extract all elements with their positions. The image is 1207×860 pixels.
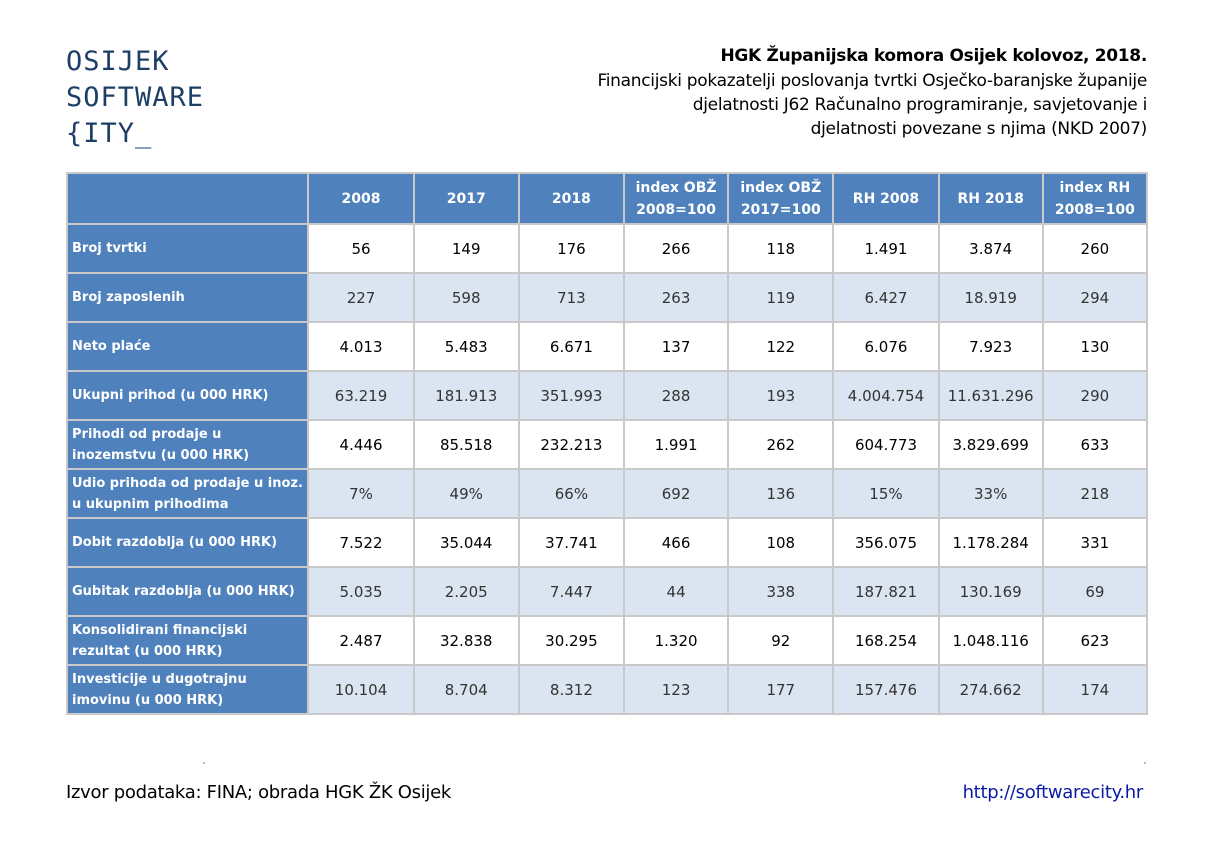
table-cell: 187.821 <box>833 567 938 616</box>
table-cell: 92 <box>728 616 833 665</box>
table-cell: 4.446 <box>308 420 413 469</box>
table-cell: 604.773 <box>833 420 938 469</box>
table-cell: 6.076 <box>833 322 938 371</box>
header-corner-cell <box>67 173 308 224</box>
table-cell: 11.631.296 <box>939 371 1043 420</box>
table-cell: 274.662 <box>939 665 1043 714</box>
table-cell: 18.919 <box>939 273 1043 322</box>
table-row <box>67 420 1147 469</box>
table-cell: 130.169 <box>939 567 1043 616</box>
table-cell: 122 <box>728 322 833 371</box>
row-label: Investicije u dugotrajnu imovinu (u 000 HRK) <box>67 665 308 714</box>
row-label: Broj zaposlenih <box>67 273 308 322</box>
table-cell: 119 <box>728 273 833 322</box>
row-label: Broj tvrtki <box>67 224 308 273</box>
table-cell: 1.991 <box>624 420 728 469</box>
table-cell: 56 <box>308 224 413 273</box>
table-cell: 1.320 <box>624 616 728 665</box>
table-row <box>67 567 1147 616</box>
table-cell: 232.213 <box>519 420 624 469</box>
table-row <box>67 273 1147 322</box>
table-row <box>67 371 1147 420</box>
table-cell: 288 <box>624 371 728 420</box>
table-cell: 260 <box>1043 224 1147 273</box>
column-header: index OBŽ 2008=100 <box>624 173 728 224</box>
table-row <box>67 224 1147 273</box>
table-cell: 8.312 <box>519 665 624 714</box>
header-subtitle-line-1: Financijski pokazatelji poslovanja tvrtki Osječko-baranjske županije <box>597 71 1147 91</box>
table-cell: 149 <box>414 224 519 273</box>
table-row <box>67 665 1147 714</box>
table-cell: 7.447 <box>519 567 624 616</box>
table-cell: 37.741 <box>519 518 624 567</box>
table-cell: 30.295 <box>519 616 624 665</box>
table-cell: 7% <box>308 469 413 518</box>
financial-indicators-table <box>66 172 1148 715</box>
table-cell: 294 <box>1043 273 1147 322</box>
table-cell: 181.913 <box>414 371 519 420</box>
table-cell: 168.254 <box>833 616 938 665</box>
logo-line-1: OSIJEK <box>66 46 170 77</box>
table-cell: 32.838 <box>414 616 519 665</box>
document-header <box>447 44 1147 141</box>
logo-line-3: {ITY_ <box>66 118 153 149</box>
column-header: RH 2008 <box>833 173 938 224</box>
table-cell: 63.219 <box>308 371 413 420</box>
website-link[interactable]: http://softwarecity.hr <box>962 782 1143 803</box>
row-label: Konsolidirani financijski rezultat (u 000 HRK) <box>67 616 308 665</box>
table-cell: 118 <box>728 224 833 273</box>
table-cell: 331 <box>1043 518 1147 567</box>
table-cell: 176 <box>519 224 624 273</box>
table-cell: 263 <box>624 273 728 322</box>
osijek-software-city-logo <box>66 44 204 152</box>
table-cell: 356.075 <box>833 518 938 567</box>
table-cell: 227 <box>308 273 413 322</box>
table-cell: 157.476 <box>833 665 938 714</box>
table-cell: 466 <box>624 518 728 567</box>
table-row <box>67 518 1147 567</box>
table-cell: 2.205 <box>414 567 519 616</box>
table-cell: 2.487 <box>308 616 413 665</box>
table-cell: 5.035 <box>308 567 413 616</box>
table-cell: 10.104 <box>308 665 413 714</box>
table-body <box>67 224 1147 714</box>
table-row <box>67 322 1147 371</box>
table-cell: 33% <box>939 469 1043 518</box>
table-row <box>67 616 1147 665</box>
scan-dot <box>203 762 205 764</box>
table-cell: 7.923 <box>939 322 1043 371</box>
table-cell: 266 <box>624 224 728 273</box>
row-label: Udio prihoda od prodaje u inoz. u ukupnim prihodima <box>67 469 308 518</box>
logo-line-2: SOFTWARE <box>66 82 205 113</box>
table-cell: 338 <box>728 567 833 616</box>
column-header: index RH 2008=100 <box>1043 173 1147 224</box>
row-label: Dobit razdoblja (u 000 HRK) <box>67 518 308 567</box>
table-cell: 174 <box>1043 665 1147 714</box>
table-cell: 7.522 <box>308 518 413 567</box>
table-cell: 3.829.699 <box>939 420 1043 469</box>
table-cell: 6.671 <box>519 322 624 371</box>
table-cell: 262 <box>728 420 833 469</box>
table-cell: 35.044 <box>414 518 519 567</box>
header-title: HGK Županijska komora Osijek kolovoz, 2018. <box>720 46 1147 66</box>
header-subtitle-line-2: djelatnosti J62 Računalno programiranje, savjetovanje i <box>692 95 1147 115</box>
table-cell: 136 <box>728 469 833 518</box>
column-header: 2017 <box>414 173 519 224</box>
table-cell: 15% <box>833 469 938 518</box>
table-cell: 623 <box>1043 616 1147 665</box>
table-cell: 108 <box>728 518 833 567</box>
table-cell: 4.004.754 <box>833 371 938 420</box>
source-note: Izvor podataka: FINA; obrada HGK ŽK Osijek <box>66 782 452 803</box>
table-row <box>67 469 1147 518</box>
table-cell: 49% <box>414 469 519 518</box>
table-cell: 44 <box>624 567 728 616</box>
table-cell: 8.704 <box>414 665 519 714</box>
table-cell: 85.518 <box>414 420 519 469</box>
row-label: Neto plaće <box>67 322 308 371</box>
table-cell: 692 <box>624 469 728 518</box>
table-cell: 1.048.116 <box>939 616 1043 665</box>
table-cell: 177 <box>728 665 833 714</box>
table-cell: 130 <box>1043 322 1147 371</box>
table-cell: 351.993 <box>519 371 624 420</box>
column-header: RH 2018 <box>939 173 1043 224</box>
header-subtitle-line-3: djelatnosti povezane s njima (NKD 2007) <box>810 119 1147 139</box>
table-cell: 713 <box>519 273 624 322</box>
table-cell: 6.427 <box>833 273 938 322</box>
table-cell: 218 <box>1043 469 1147 518</box>
table-cell: 633 <box>1043 420 1147 469</box>
table-cell: 3.874 <box>939 224 1043 273</box>
column-header: index OBŽ 2017=100 <box>728 173 833 224</box>
row-label: Ukupni prihod (u 000 HRK) <box>67 371 308 420</box>
table-cell: 1.178.284 <box>939 518 1043 567</box>
table-cell: 123 <box>624 665 728 714</box>
table-cell: 290 <box>1043 371 1147 420</box>
column-header: 2018 <box>519 173 624 224</box>
table-cell: 598 <box>414 273 519 322</box>
table-cell: 4.013 <box>308 322 413 371</box>
table-header-row <box>67 173 1147 224</box>
table-cell: 1.491 <box>833 224 938 273</box>
column-header: 2008 <box>308 173 413 224</box>
scan-dot <box>1144 762 1146 764</box>
table-cell: 69 <box>1043 567 1147 616</box>
table-cell: 193 <box>728 371 833 420</box>
table-cell: 5.483 <box>414 322 519 371</box>
row-label: Gubitak razdoblja (u 000 HRK) <box>67 567 308 616</box>
row-label: Prihodi od prodaje u inozemstvu (u 000 HRK) <box>67 420 308 469</box>
table-cell: 66% <box>519 469 624 518</box>
table-cell: 137 <box>624 322 728 371</box>
